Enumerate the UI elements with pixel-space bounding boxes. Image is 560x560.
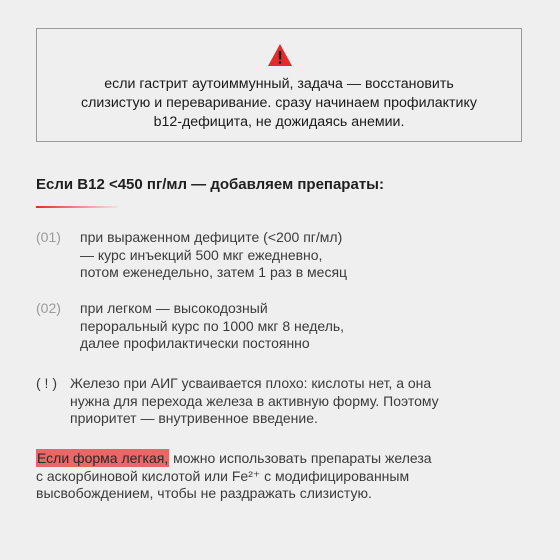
exclamation-marker: ( ! ) (36, 375, 57, 391)
list-item-line: при легком — высокодозный (80, 300, 268, 316)
list-item-line: Железо при АИГ усваивается плохо: кислоты нет, а она (70, 375, 432, 391)
closing-line: высвобождением, чтобы не раздражать слизистую. (36, 485, 372, 501)
warning-triangle-icon (267, 43, 293, 67)
closing-paragraph (36, 450, 432, 503)
section-heading: Если B12 <450 пг/мл — добавляем препараты: (36, 176, 384, 193)
list-item-text (80, 300, 344, 353)
closing-text: можно использовать препараты железа (169, 450, 432, 466)
highlighted-phrase: Если форма легкая, (37, 450, 169, 466)
warning-line: слизистую и переваривание. сразу начинаем профилактику (81, 95, 477, 111)
list-item-text (80, 229, 347, 282)
list-item-line: нужна для перехода железа в активную форму. Поэтому (70, 392, 439, 409)
list-item-line: — курс инъекций 500 мкг ежедневно, (80, 246, 323, 263)
list-marker: (02) (36, 300, 61, 316)
list-item-line: потом еженедельно, затем 1 раз в месяц (80, 264, 348, 280)
list-item-line: далее профилактически постоянно (80, 335, 310, 351)
list-item-line: приоритет — внутривенное введение. (70, 410, 318, 426)
list-item-line: пероральный курс по 1000 мкг 8 недель, (80, 317, 345, 334)
warning-line: b12-дефицита, не дожидаясь анемии. (153, 114, 405, 130)
list-item-text (70, 375, 439, 428)
warning-line: если гастрит аутоиммунный, задача — восстановить (104, 76, 454, 92)
list-item-line: при выраженном дефиците (<200 пг/мл) (80, 229, 343, 245)
warning-text (37, 75, 521, 132)
warning-callout (36, 28, 522, 142)
heading-underline (36, 206, 118, 208)
closing-line: с аскорбиновой кислотой или Fe²⁺ с модифицированным (36, 467, 410, 484)
closing-line (36, 450, 432, 468)
list-marker: (01) (36, 229, 61, 245)
